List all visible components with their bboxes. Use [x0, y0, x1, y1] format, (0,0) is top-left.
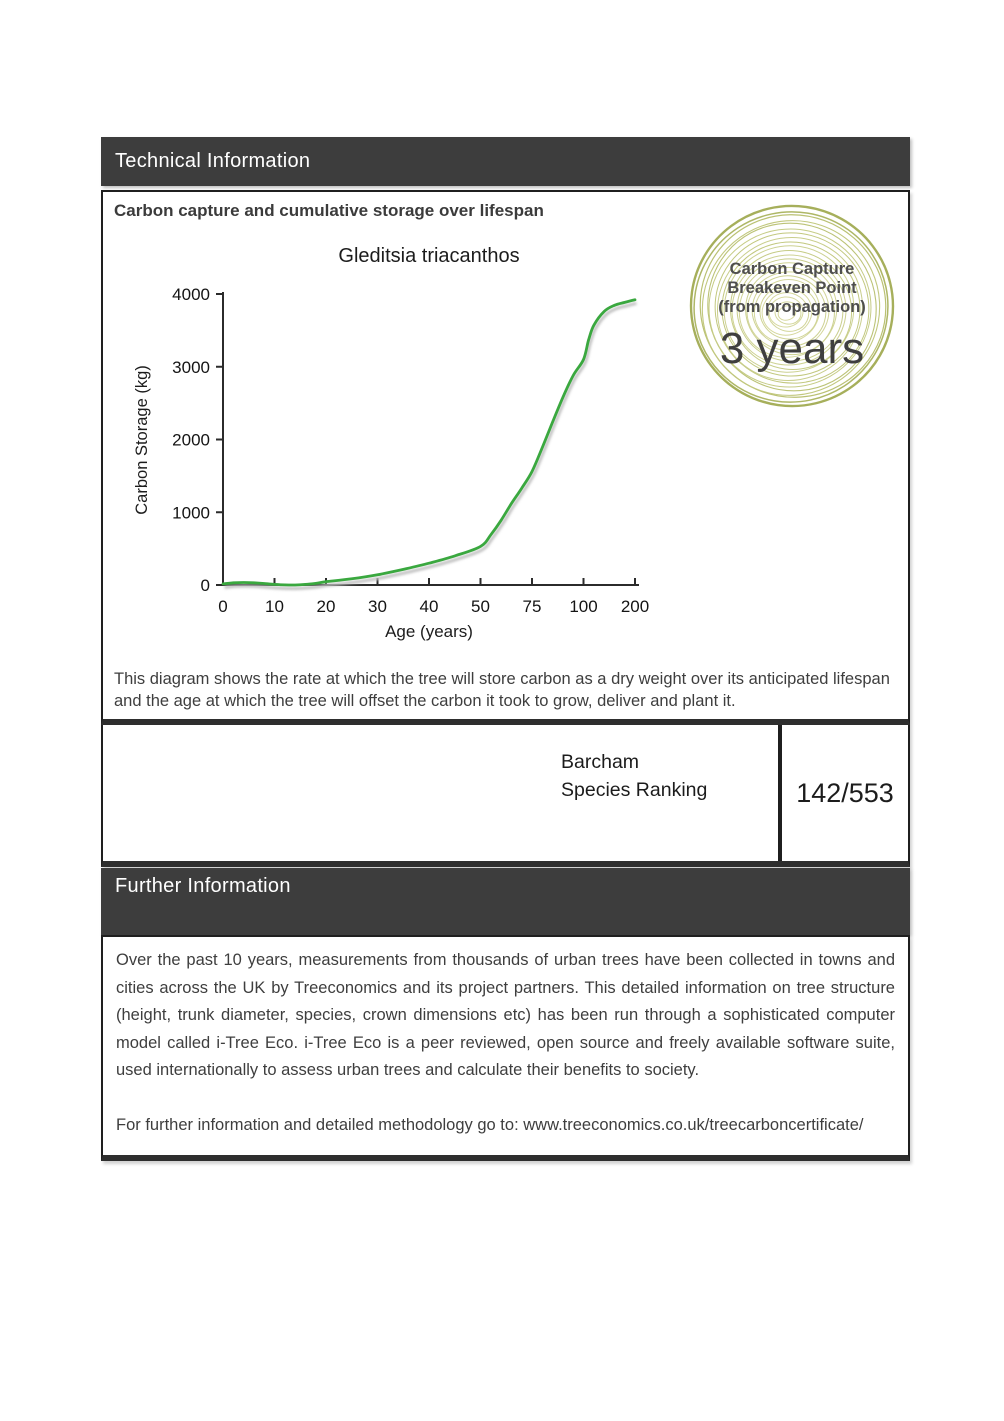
chart-title: Gleditsia triacanthos: [338, 245, 520, 267]
x-tick-label: 30: [368, 597, 387, 616]
methodology-link-line: For further information and detailed methodology go to: www.treeconomics.co.uk/treecarboncertificate/: [116, 1115, 864, 1134]
badge-line-1: Carbon Capture: [729, 260, 855, 278]
species-ranking-label: [561, 748, 707, 804]
technical-information-title: Technical Information: [115, 150, 311, 172]
y-tick-label: 1000: [172, 503, 210, 523]
x-tick-label: 100: [569, 597, 598, 616]
technical-information-bar: [101, 137, 910, 186]
further-information-panel: [101, 935, 910, 1161]
y-tick-label: 0: [200, 576, 210, 595]
further-information-bar: [101, 868, 910, 935]
diagram-heading: Carbon capture and cumulative storage over lifespan: [114, 201, 544, 220]
curve-shadow: [225, 303, 637, 588]
x-tick-label: 40: [419, 597, 439, 616]
x-tick-label: 200: [620, 597, 650, 616]
y-tick-label: 2000: [172, 430, 210, 450]
badge-line-3: (from propagation): [718, 298, 866, 316]
species-ranking-row: [101, 725, 910, 867]
carbon-storage-chart: [101, 190, 681, 660]
y-tick-label: 4000: [172, 285, 210, 304]
breakeven-badge-text: [682, 202, 902, 418]
breakeven-badge: [682, 202, 902, 418]
species-ranking-value: 142/553: [796, 777, 894, 808]
y-tick-label: 3000: [172, 357, 210, 377]
x-tick-label: 0: [218, 597, 228, 616]
x-tick-label: 10: [265, 597, 284, 616]
chart-x-axis-label: Age (years): [385, 622, 473, 641]
further-information-title: Further Information: [115, 875, 291, 897]
breakeven-value: 3 years: [719, 324, 865, 373]
ranking-label-line1: Barcham: [561, 751, 640, 773]
x-tick-label: 20: [316, 597, 336, 616]
x-tick-label: 75: [522, 597, 542, 616]
x-tick-label: 50: [471, 597, 490, 616]
further-information-paragraph: Over the past 10 years, measurements from thousands of urban trees have been collected in towns and cities across the UK by Treeconomics and its project partners. This detailed information on tree structure (height, trunk diameter, species, crown dimensions etc) has been run through a sophisticated computer model called i-Tree Eco. i-Tree Eco is a peer reviewed, open source and freely available software suite, used internationally to assess urban trees and calculate their benefits to society.: [116, 951, 895, 1080]
chart-y-axis-label: Carbon Storage (kg): [133, 365, 151, 515]
diagram-caption: This diagram shows the rate at which the tree will store carbon as a dry weight over its anticipated lifespan and the age at which the tree will offset the carbon it took to grow, deliver and plant it.: [114, 670, 890, 710]
badge-line-2: Breakeven Point: [727, 279, 857, 297]
ranking-label-line2: Species Ranking: [561, 779, 708, 801]
carbon-storage-curve: [223, 300, 635, 585]
